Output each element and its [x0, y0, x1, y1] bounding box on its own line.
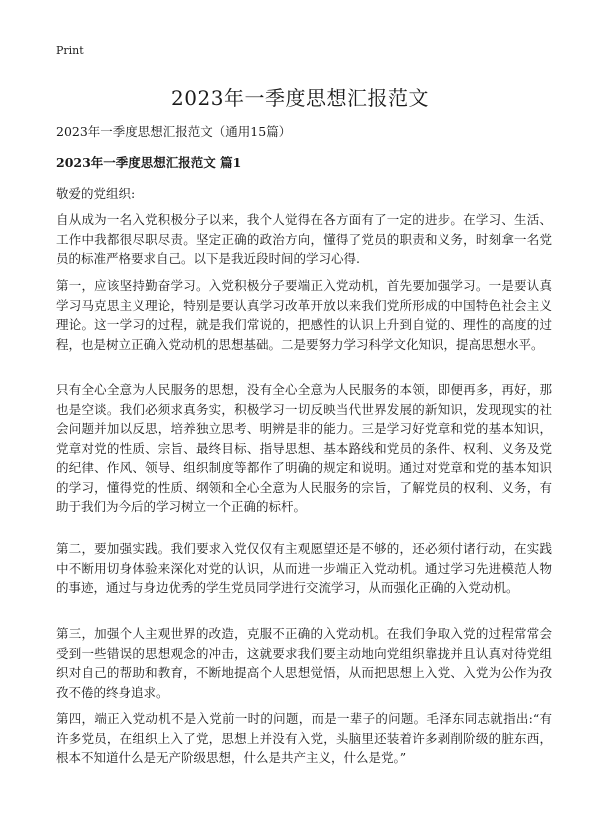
- print-link[interactable]: Print: [56, 44, 84, 57]
- body-paragraph: 第三，加强个人主观世界的改造，克服不正确的入党动机。在我们争取入党的过程常常会受到一些错误的思想观念的冲击，这就要求我们要主动地向党组织靠拢并且认真对待党组织对自己的帮助和教育，不断地提高个人思想觉悟，从而把思想上入党、入党为公作为孜孜不倦的终身追求。: [56, 626, 552, 700]
- body-paragraph: 第一，应该坚持勤奋学习。入党积极分子要端正入党动机，首先要加强学习。一是要认真学习马克思主义理论，特别是要认真学习改革开放以来我们党所形成的中国特色社会主义理论。这一学习的过程，就是我们常说的，把感性的认识上升到自觉的、理性的高度的过程，也是树立正确入党动机的思想基础。二是要努力学习科学文化知识，提高思想水平。: [56, 278, 552, 352]
- page-title: 2023年一季度思想汇报范文: [171, 86, 429, 110]
- body-paragraph: 第四，端正入党动机不是入党前一时的问题，而是一辈子的问题。毛泽东同志就指出:“有许多党员，在组织上入了党，思想上并没有入党，头脑里还装着许多剥削阶级的脏东西，根本不知道什么是无产阶级思想，什么是共产主义，什么是党。”: [56, 711, 552, 765]
- salutation: 敬爱的党组织:: [56, 186, 136, 201]
- body-paragraph: 只有全心全意为人民服务的思想，没有全心全意为人民服务的本领，即便再多，再好，那也是空谈。我们必须求真务实，积极学习一切反映当代世界发展的新知识，发现现实的社会问题并加以反思，培养独立思考、明辨是非的能力。三是学习好党章和党的基本知识，党章对党的性质、宗旨、最终目标、指导思想、基本路线和党员的条件、权利、义务及党的纪律、作风、领导、组织制度等都作了明确的规定和说明。通过对党章和党的基本知识的学习，懂得党的性质、纲领和全心全意为人民服务的宗旨，了解党员的权利、义务，有助于我们为今后的学习树立一个正确的标杆。: [56, 382, 552, 514]
- section-heading: 2023年一季度思想汇报范文 篇1: [56, 155, 242, 170]
- body-paragraph: 第二，要加强实践。我们要求入党仅仅有主观愿望还是不够的，还必须付诸行动，在实践中不断用切身体验来深化对党的认识，从而进一步端正入党动机。通过学习先进模范人物的事迹，通过与身边优秀的学生党员同学进行交流学习，从而强化正确的入党动机。: [56, 541, 552, 595]
- body-paragraph: 自从成为一名入党积极分子以来，我个人觉得在各方面有了一定的进步。在学习、生活、工作中我都很尽职尽责。坚定正确的政治方向，懂得了党员的职责和义务，时刻拿一名党员的标准严格要求自己。以下是我近段时间的学习心得.: [56, 212, 552, 266]
- document-subtitle: 2023年一季度思想汇报范文（通用15篇）: [56, 124, 292, 139]
